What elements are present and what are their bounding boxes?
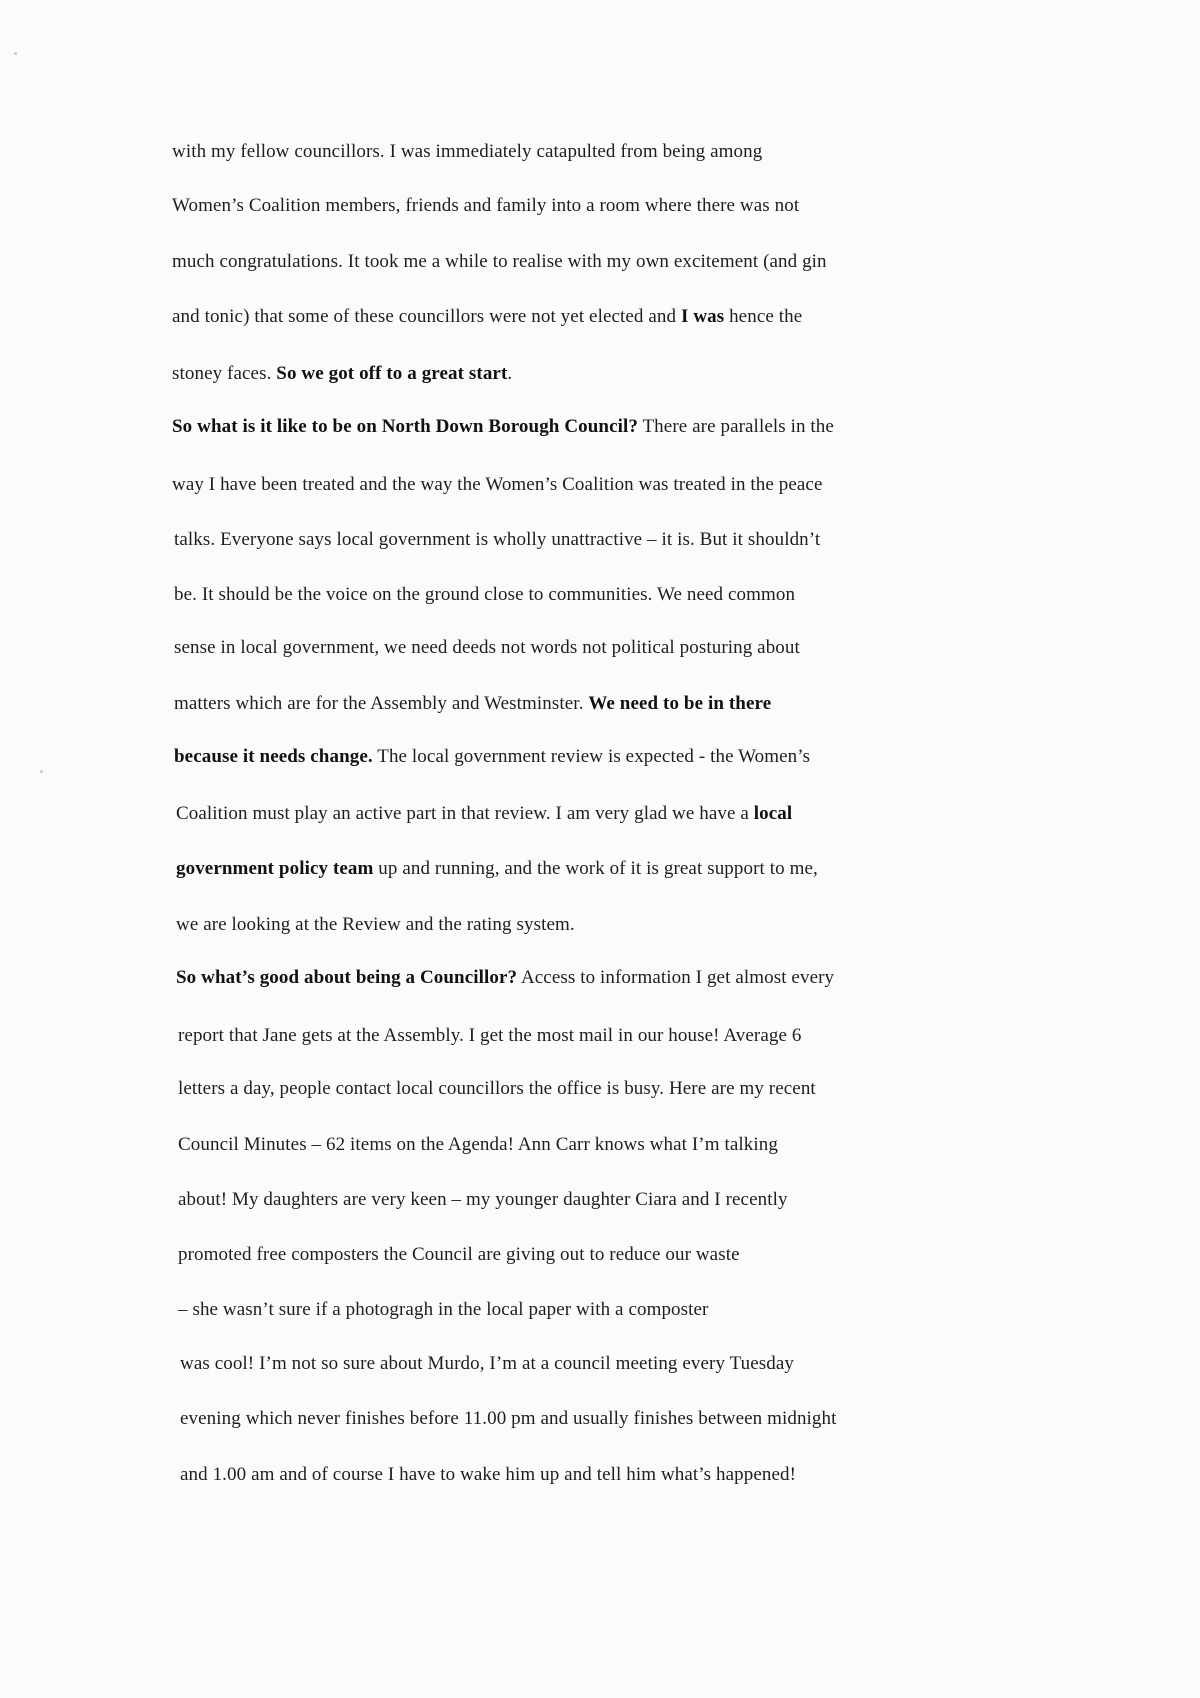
bold-text: government policy team <box>176 858 374 879</box>
scan-speck <box>40 770 43 773</box>
text-run: with my fellow councillors. I was immediately catapulted from being among <box>172 141 763 162</box>
text-line <box>176 857 818 881</box>
text-run: . <box>507 363 513 384</box>
text-run: Access to information I get almost every <box>517 967 835 988</box>
text-line <box>172 250 827 274</box>
bold-text: So what is it like to be on North Down Borough Council? <box>172 416 638 437</box>
text-run: talks. Everyone says local government is wholly unattractive – it is. But it shouldn’t <box>174 529 821 550</box>
text-run: matters which are for the Assembly and Westminster. <box>174 693 589 714</box>
bold-text: So what’s good about being a Councillor? <box>176 967 518 988</box>
text-run: about! My daughters are very keen – my younger daughter Ciara and I recently <box>178 1189 788 1210</box>
text-line <box>180 1463 796 1487</box>
text-line <box>180 1407 837 1431</box>
scan-speck <box>14 52 17 55</box>
text-run: promoted free composters the Council are giving out to reduce our waste <box>178 1244 740 1265</box>
text-run: stoney faces. <box>172 363 277 384</box>
text-run: much congratulations. It took me a while to realise with my own excitement (and gin <box>172 251 827 272</box>
text-line <box>174 528 820 552</box>
text-line <box>172 305 802 329</box>
text-line <box>176 966 834 990</box>
text-run: – she wasn’t sure if a photogragh in the local paper with a composter <box>178 1299 709 1320</box>
text-run: up and running, and the work of it is great support to me, <box>373 858 818 879</box>
text-run: be. It should be the voice on the ground close to communities. We need common <box>174 584 796 605</box>
text-run: letters a day, people contact local councillors the office is busy. Here are my recent <box>178 1078 816 1099</box>
text-run: and 1.00 am and of course I have to wake him up and tell him what’s happened! <box>180 1464 797 1485</box>
text-line <box>178 1298 709 1322</box>
text-line <box>174 692 771 716</box>
text-line <box>178 1243 740 1267</box>
text-line <box>178 1024 801 1048</box>
bold-text: We need to be in there <box>588 693 772 714</box>
text-run: sense in local government, we need deeds not words not political posturing about <box>174 637 800 658</box>
text-run: and tonic) that some of these councillors were not yet elected and <box>172 306 681 327</box>
bold-text: I was <box>680 306 725 327</box>
text-line <box>180 1352 794 1376</box>
text-line <box>174 636 800 660</box>
text-line <box>172 473 823 497</box>
bold-text: local <box>753 803 793 824</box>
text-line <box>174 745 810 769</box>
bold-text: So we got off to a great start <box>276 363 508 384</box>
text-run: way I have been treated and the way the Women’s Coalition was treated in the peace <box>172 474 823 495</box>
text-run: Council Minutes – 62 items on the Agenda! Ann Carr knows what I’m talking <box>178 1134 778 1155</box>
text-run: The local government review is expected - the Women’s <box>372 746 811 767</box>
text-line <box>172 140 762 164</box>
text-run: hence the <box>724 306 803 327</box>
text-line <box>176 802 792 826</box>
text-run: Women’s Coalition members, friends and family into a room where there was not <box>172 195 800 216</box>
text-line <box>172 362 512 386</box>
text-run: report that Jane gets at the Assembly. I get the most mail in our house! Average 6 <box>178 1025 802 1046</box>
text-line <box>174 583 795 607</box>
text-line <box>178 1188 788 1212</box>
text-line <box>178 1077 816 1101</box>
text-line <box>178 1133 778 1157</box>
text-run: we are looking at the Review and the rating system. <box>176 914 575 935</box>
text-run: evening which never finishes before 11.00 pm and usually finishes between midnight <box>180 1408 837 1429</box>
bold-text: because it needs change. <box>174 746 373 767</box>
text-run: Coalition must play an active part in that review. I am very glad we have a <box>176 803 754 824</box>
text-line <box>176 913 575 937</box>
text-line <box>172 415 834 439</box>
text-run: There are parallels in the <box>637 416 834 437</box>
text-line <box>172 194 799 218</box>
text-run: was cool! I’m not so sure about Murdo, I’m at a council meeting every Tuesday <box>180 1353 794 1374</box>
